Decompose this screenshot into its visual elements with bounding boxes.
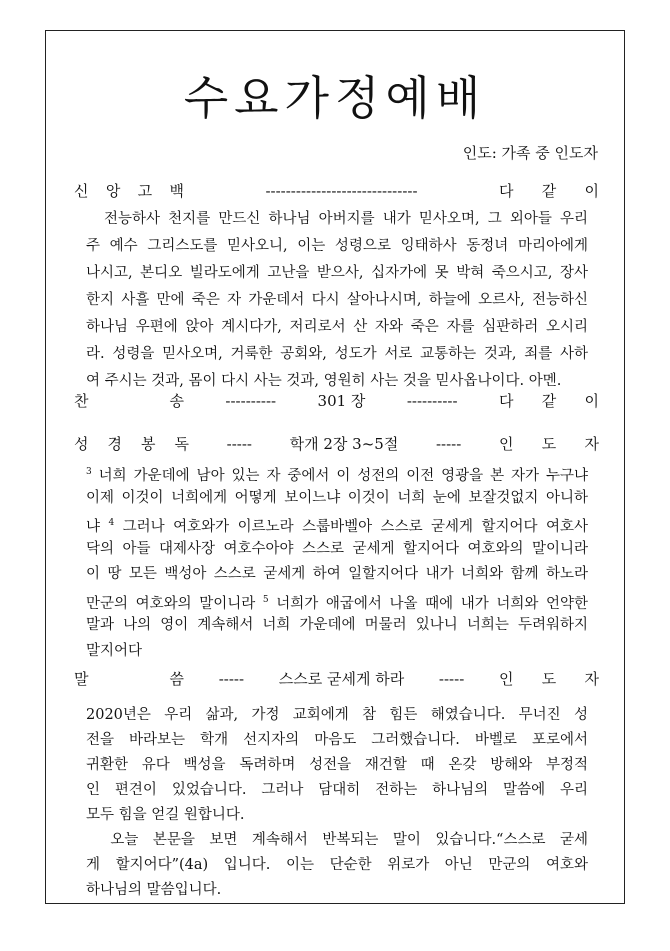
page-title: 수요가정예배 [183, 71, 487, 125]
text-segment: 주 예수 그리스도를 믿사오니, 이는 성령으로 잉태하사 동정녀 마리아에게 [86, 238, 588, 254]
label-char: 고 [137, 182, 153, 200]
text-segment: 하나님 우편에 앉아 계시다가, 저리로서 산 자와 죽은 자를 심판하러 오시리 [86, 319, 588, 335]
dashes: ----- [218, 669, 245, 688]
dashes: ---------- [406, 391, 458, 410]
text-segment: 전능하사 천지를 만드신 하나님 아버지를 내가 믿사오며, 그 외아들 우리 [86, 211, 588, 227]
text-line [86, 537, 588, 563]
reading-header [74, 433, 599, 454]
creed-label [74, 180, 184, 201]
text-line [86, 588, 588, 614]
text-line [86, 803, 588, 828]
text-line [86, 287, 588, 314]
who-char: 도 [541, 670, 557, 688]
text-line [86, 460, 588, 486]
who-char: 같 [541, 182, 557, 200]
text-segment: 오늘 본문을 보면 계속해서 반복되는 말이 있습니다.“스스로 굳세 [86, 832, 588, 848]
dashes: ----- [226, 434, 252, 453]
text-line [86, 828, 588, 853]
creed-who [499, 180, 599, 201]
sermon-who [499, 668, 599, 689]
dashes: ----- [435, 434, 462, 453]
text-segment: 여 주시는 것과, 몸이 다시 사는 것과, 영원히 사는 것을 믿사옵나이다. 아멘. [86, 373, 562, 389]
dashes: ----- [438, 669, 465, 688]
text-segment: 냐 [86, 519, 109, 535]
label-char: 말 [74, 670, 89, 688]
text-line [86, 703, 588, 728]
text-segment: 라. 성령을 믿사오며, 거룩한 공회와, 성도가 서로 교통하는 것과, 죄를 사하 [86, 346, 588, 362]
text-segment: 이 땅 모든 백성아 스스로 굳세게 하여 일할지어다 내가 너희와 함께 하노라 [86, 566, 588, 582]
verse-number: 5 [262, 594, 269, 605]
text-segment: 말지어다 [86, 642, 143, 659]
text-segment: 게 할지어다”(4a) 입니다. 이는 단순한 위로가 아닌 만군의 여호와 [86, 857, 588, 873]
who-char: 도 [541, 435, 557, 453]
text-segment: 2020년은 우리 삶과, 가정 교회에게 참 힘든 해였습니다. 무너진 성 [86, 707, 588, 723]
text-line [86, 486, 588, 512]
label-char: 경 [107, 435, 122, 453]
reading-who [499, 433, 599, 454]
leader-label: 인도: 가족 중 인도자 [462, 144, 598, 162]
text-segment: 너희 가운데에 남아 있는 자 중에서 이 성전의 이전 영광을 본 자가 누구냐 [91, 468, 588, 484]
text-segment: 귀환한 유다 백성을 독려하며 성전을 재건할 때 온갖 방해와 부정적 [86, 757, 588, 773]
text-line [86, 639, 588, 665]
sermon-text [86, 703, 588, 903]
sermon-label [74, 668, 184, 689]
label-char: 백 [169, 182, 184, 200]
verse-number: 3 [86, 467, 92, 477]
who-char: 인 [498, 435, 514, 453]
text-segment: 전을 바라보는 학개 선지자의 마음도 그러했습니다. 바벨로 포로에서 [86, 732, 588, 748]
label-char: 송 [169, 392, 184, 410]
text-line [86, 206, 588, 233]
scripture-passage: 학개 2장 3~5절 [289, 435, 399, 453]
text-segment: 이제 이것이 너희에게 어떻게 보이느냐 이것이 너희 눈에 보잘것없지 아니하 [86, 489, 588, 506]
label-char: 독 [174, 435, 189, 453]
text-segment: 모두 힘을 얻길 원합니다. [86, 807, 245, 823]
text-segment: 인 편견이 있었습니다. 그러나 담대히 전하는 하나님의 말씀에 우리 [86, 782, 588, 798]
label-char: 앙 [105, 182, 121, 200]
text-segment: 닥의 아들 대제사장 여호수아야 스스로 굳세게 할지어다 여호와의 말이니라 [86, 540, 588, 557]
text-line [86, 511, 588, 537]
dashes: ------------------------------ [265, 181, 418, 200]
who-char: 다 [498, 392, 514, 410]
label-char: 씀 [169, 670, 184, 688]
dashes: ---------- [225, 391, 277, 410]
who-char: 이 [584, 182, 599, 200]
text-line [86, 778, 588, 803]
creed-text [86, 206, 588, 395]
hymn-label [74, 390, 184, 411]
text-segment: 말과 나의 영이 계속해서 너희 가운데에 머물러 있나니 너희는 두려워하지 [86, 617, 588, 633]
label-char: 신 [74, 182, 89, 200]
text-segment: 만군의 여호와의 말이니라 [86, 595, 263, 612]
text-line [86, 341, 588, 368]
label-char: 봉 [141, 435, 156, 453]
text-segment: 그러나 여호와가 이르노라 스룹바벨아 스스로 굳세게 할지어다 여호사 [114, 519, 588, 535]
who-char: 다 [499, 182, 514, 200]
sermon-header [74, 668, 599, 689]
text-line [86, 314, 588, 341]
who-char: 인 [498, 670, 514, 688]
creed-header [74, 180, 599, 201]
verse-number: 4 [108, 518, 115, 528]
who-char: 자 [584, 670, 599, 688]
label-char: 성 [74, 435, 89, 453]
text-line [86, 753, 588, 778]
text-segment: 너희가 애굽에서 나올 때에 내가 너희와 언약한 [268, 595, 588, 612]
sermon-title: 스스로 굳세게 하라 [278, 670, 405, 688]
text-line [86, 853, 588, 878]
who-char: 같 [541, 392, 557, 410]
scripture-text [86, 460, 588, 664]
hymn-who [499, 390, 599, 411]
text-segment: 하나님의 말씀입니다. [86, 882, 222, 898]
reading-label [74, 433, 189, 454]
hymn-header [74, 390, 599, 411]
text-line [86, 260, 588, 287]
text-line [86, 562, 588, 588]
text-line [86, 878, 588, 903]
hymn-number: 301 장 [317, 392, 366, 410]
label-char: 찬 [74, 392, 89, 410]
text-line [86, 728, 588, 753]
who-char: 자 [584, 435, 599, 453]
text-line [86, 233, 588, 260]
text-segment: 한지 사흘 만에 죽은 자 가운데서 다시 살아나시며, 하늘에 오르사, 전능하신 [86, 292, 588, 308]
text-line [86, 613, 588, 639]
who-char: 이 [584, 392, 599, 410]
text-segment: 나시고, 본디오 빌라도에게 고난을 받으사, 십자가에 못 박혀 죽으시고, 장사 [86, 265, 588, 281]
